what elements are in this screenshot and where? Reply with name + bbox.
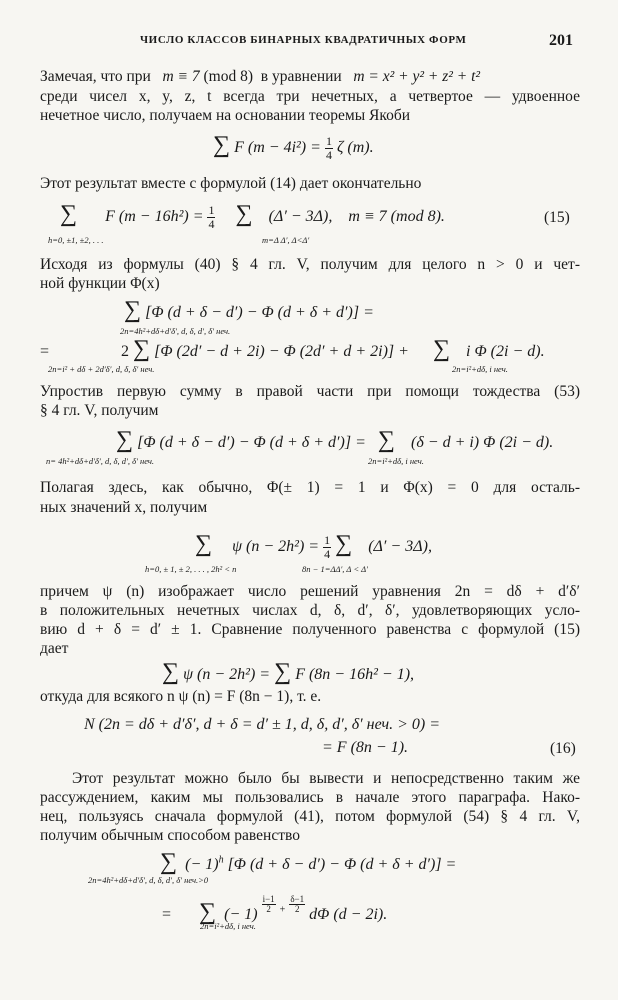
equation-simplified: ∑ [Φ (d + δ − d′) − Φ (d + δ + d′)] = ∑ (δ − d + i) Φ (2i − d). xyxy=(116,427,554,453)
sum-subscript: m=Δ Δ′, Δ<Δ′ xyxy=(262,235,310,245)
running-header: ЧИСЛО КЛАССОВ БИНАРНЫХ КВАДРАТИЧНЫХ ФОРМ xyxy=(140,34,467,46)
equation-alternating-top: ∑ (− 1)$^h$ [Φ (d + δ − d′) − Φ (d + δ + d′)] = xyxy=(160,849,457,875)
equation-16-line-2: = F (8n − 1). xyxy=(322,739,409,756)
paragraph-5-line-2: ных значений x, получим xyxy=(40,499,208,516)
paragraph-3-line-2: ной функции Φ(x) xyxy=(40,275,160,292)
sum-sign: ∑ xyxy=(432,336,451,362)
sum-sign: ∑ xyxy=(274,659,292,685)
paragraph-1-line-2: среди чисел x, y, z, t всегда три нечетных, а четвертое — удвоенное xyxy=(40,88,580,105)
paragraph-2: Этот результат вместе с формулой (14) дает окончательно xyxy=(40,175,422,192)
equation-sum-top: ∑ [Φ (d + δ − d′) − Φ (d + δ + d′)] = xyxy=(124,297,374,323)
sum-sign: ∑ xyxy=(235,201,253,227)
paragraph-1-line-3: нечетное число, получаем на основании теоремы Якоби xyxy=(40,107,411,124)
paragraph-8-line-2: рассуждением, каким мы пользовались в начале этого параграфа. Нако- xyxy=(40,789,580,806)
sum-subscript: 8n − 1=ΔΔ′, Δ < Δ′ xyxy=(302,564,368,574)
paragraph-8-line-4: получим обычным способом равенство xyxy=(40,827,300,844)
paragraph-6-line-4: дает xyxy=(40,640,69,657)
sum-sign: ∑ xyxy=(133,336,151,362)
sum-subscript: n= 4h²+dδ+d′δ′, d, δ, d′, δ′ неч. xyxy=(46,456,155,466)
fraction-one-quarter: $\frac{1}{4}$ xyxy=(325,134,332,162)
sum-subscript: 2n=i²+dδ, i неч. xyxy=(368,456,424,466)
sum-sign: ∑ xyxy=(124,297,142,323)
paragraph-3-line-1: Исходя из формулы (40) § 4 гл. V, получим для целого n > 0 и чет- xyxy=(40,256,580,273)
sum-sign: ∑ xyxy=(116,427,134,453)
fraction-one-quarter: $\frac{1}{4}$ xyxy=(324,533,331,561)
sum-sign: ∑ xyxy=(377,427,395,453)
paragraph-4-line-2: § 4 гл. V, получим xyxy=(40,402,159,419)
equation-jacobi: ∑ F (m − 4i²) = $\frac{1}{4}$ ζ (m). xyxy=(213,132,374,162)
sum-sign: ∑ xyxy=(335,531,353,557)
equation-16-line-1: N (2n = dδ + d′δ′, d + δ = d′ ± 1, d, δ, d′, δ′ неч. > 0) = xyxy=(84,716,441,733)
sum-subscript: 2n=4h²+dδ+d′δ′, d, δ, d′, δ′ неч.>0 xyxy=(88,875,209,885)
equation-psi-f: ∑ ψ (n − 2h²) = ∑ F (8n − 16h² − 1), xyxy=(162,659,415,685)
paragraph-8-line-1: Этот результат можно было бы вывести и непосредственно таким же xyxy=(72,770,580,787)
sum-sign: ∑ xyxy=(199,898,217,925)
paragraph-4-line-1: Упростив первую сумму в правой части при помощи тождества (53) xyxy=(40,383,580,400)
paragraph-6-line-1: причем ψ (n) изображает число решений уравнения 2n = dδ + d′δ′ xyxy=(40,583,580,600)
sum-subscript: h=0, ± 1, ± 2, . . . , 2h² < n xyxy=(145,564,237,574)
paragraph-5-line-1: Полагая здесь, как обычно, Φ(± 1) = 1 и Φ(x) = 0 для осталь- xyxy=(40,479,580,496)
sum-sign: ∑ xyxy=(60,201,78,227)
sum-subscript: 2n=i²+dδ, i неч. xyxy=(200,921,256,931)
equation-number: (15) xyxy=(544,209,570,226)
paragraph-6-line-3: вию d + δ = d′ ± 1. Сравнение полученного равенства с формулой (15) xyxy=(40,621,580,638)
paragraph-1-line-1: Замечая, что при m ≡ 7 (mod 8) в уравнении m = x² + y² + z² + t² xyxy=(40,68,481,85)
sum-subscript: 2n=4h²+dδ+d′δ′, d, δ, d′, δ′ неч. xyxy=(120,326,231,336)
sum-sign: ∑ xyxy=(195,531,213,557)
sum-subscript: h=0, ±1, ±2, . . . xyxy=(48,235,104,245)
page-number: 201 xyxy=(549,32,573,49)
equation-alternating-bottom: = ∑ (− 1) $\frac{i-1}{2}$ + $\frac{\delta-1}{2}$ dΦ (d − 2i). xyxy=(162,894,388,925)
paragraph-7: откуда для всякого n ψ (n) = F (8n − 1), т. е. xyxy=(40,688,322,705)
equation-number: (16) xyxy=(550,740,576,757)
equation-psi-sum: ∑ ψ (n − 2h²) = $\frac{1}{4}$ ∑ (Δ′ − 3Δ), xyxy=(195,531,432,561)
sum-subscript: 2n=i²+dδ, i неч. xyxy=(452,364,508,374)
sum-subscript: 2n=i² + dδ + 2d′δ′, d, δ, δ′ неч. xyxy=(48,364,155,374)
paragraph-6-line-2: в положительных нечетных числах d, δ, d′, δ′, удовлетворяющих усло- xyxy=(40,602,580,619)
sum-sign: ∑ xyxy=(213,132,231,158)
exponent-fraction: $\frac{i-1}{2}$ xyxy=(262,894,275,915)
paragraph-8-line-3: нец, пользуясь сначала формулой (41), потом формулой (54) § 4 гл. V, xyxy=(40,808,580,825)
equation-15: ∑ F (m − 16h²) = $\frac{1}{4}$ ∑ (Δ′ − 3Δ), m ≡ 7 (mod 8). xyxy=(60,201,445,231)
sum-sign: ∑ xyxy=(162,659,180,685)
equation-sum-mid: = 2 ∑ [Φ (2d′ − d + 2i) − Φ (2d′ + d + 2i)] + ∑ i Φ (2i − d). xyxy=(40,336,545,362)
fraction-one-quarter: $\frac{1}{4}$ xyxy=(208,203,215,231)
sum-sign: ∑ xyxy=(160,849,178,875)
exponent-fraction: $\frac{\delta-1}{2}$ xyxy=(290,894,305,915)
